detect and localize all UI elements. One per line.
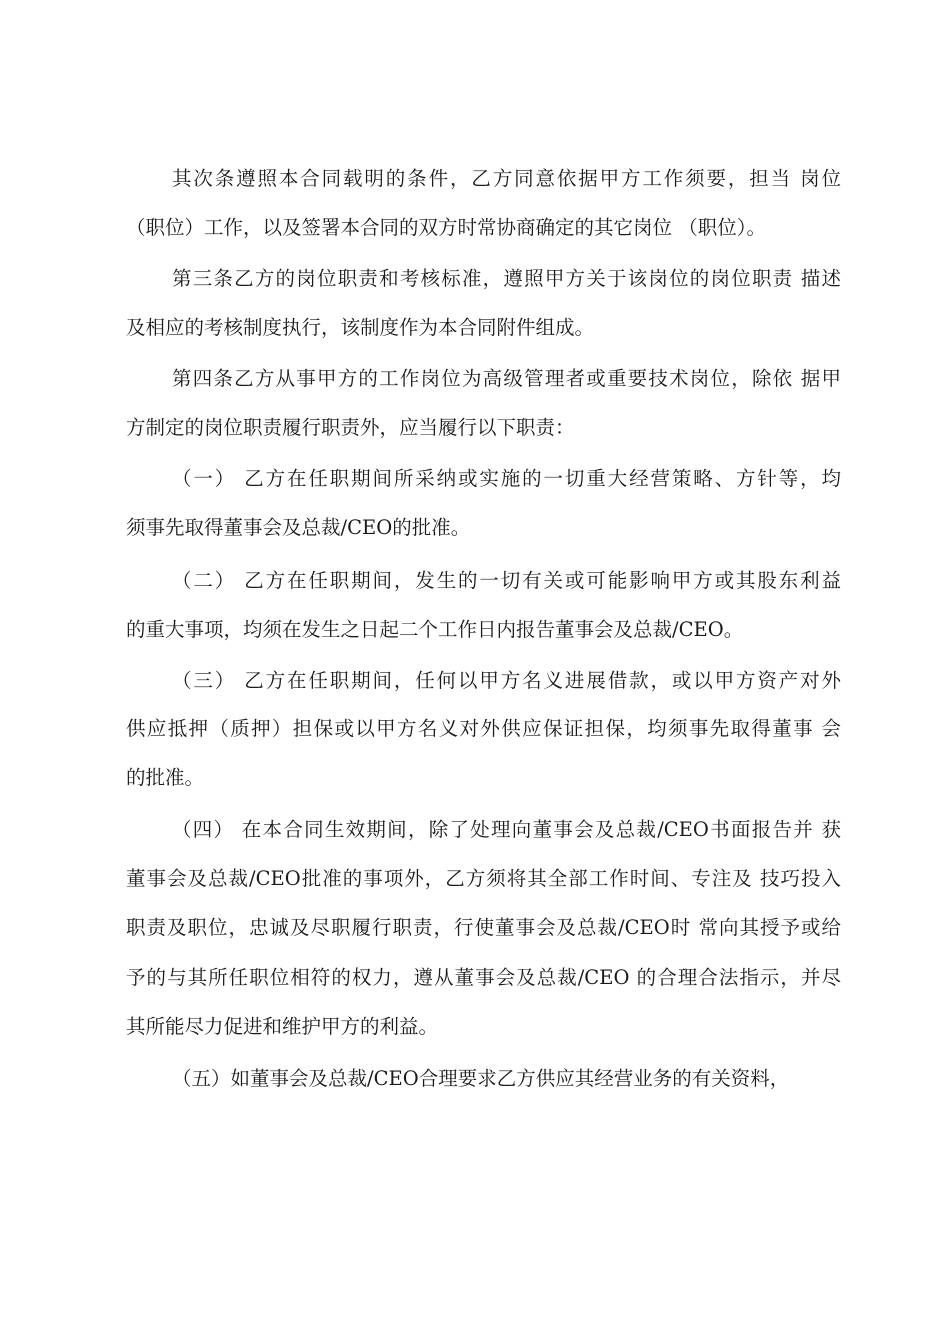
paragraph-line: 的批准。 xyxy=(126,766,205,789)
paragraph-line: （三） 乙方在任职期间，任何以甲方名义进展借款，或以甲方资产对外 xyxy=(172,669,841,692)
paragraph-line: 第三条乙方的岗位职责和考核标准，遵照甲方关于该岗位的岗位职责 描述 xyxy=(172,267,841,290)
paragraph-line: 予的与其所任职位相符的权力，遵从董事会及总裁/CEO 的合理合法指示，并尽 xyxy=(126,966,841,989)
paragraph-line: 方制定的岗位职责履行职责外，应当履行以下职责： xyxy=(126,416,575,439)
paragraph-line: 须事先取得董事会及总裁/CEO的批准。 xyxy=(126,516,471,539)
paragraph-line: （四） 在本合同生效期间，除了处理向董事会及总裁/CEO书面报告并 获 xyxy=(172,818,841,841)
paragraph-line: （职位）工作，以及签署本合同的双方时常协商确定的其它岗位 （职位）。 xyxy=(126,216,766,239)
paragraph-line: 董事会及总裁/CEO批准的事项外，乙方须将其全部工作时间、专注及 技巧投入 xyxy=(126,867,841,890)
paragraph-line: 其次条遵照本合同载明的条件，乙方同意依据甲方工作须要，担当 岗位 xyxy=(172,167,841,190)
paragraph-line: （二） 乙方在任职期间，发生的一切有关或可能影响甲方或其股东利益 xyxy=(172,569,841,592)
paragraph-line: 第四条乙方从事甲方的工作岗位为高级管理者或重要技术岗位，除依 据甲 xyxy=(172,367,841,390)
paragraph-line: （五）如董事会及总裁/CEO合理要求乙方供应其经营业务的有关资料， xyxy=(172,1067,790,1090)
paragraph-line: 及相应的考核制度执行，该制度作为本合同附件组成。 xyxy=(126,316,595,339)
paragraph-line: 职责及职位，忠诚及尽职履行职责，行使董事会及总裁/CEO时 常向其授予或给 xyxy=(126,916,841,939)
paragraph-line: 其所能尽力促进和维护甲方的利益。 xyxy=(126,1015,439,1038)
paragraph-line: 供应抵押（质押）担保或以甲方名义对外供应保证担保，均须事先取得董事 会 xyxy=(126,717,841,740)
paragraph-line: 的重大事项，均须在发生之日起二个工作日内报告董事会及总裁/CEO。 xyxy=(126,618,744,641)
paragraph-line: （一） 乙方在任职期间所采纳或实施的一切重大经营策略、方针等，均 xyxy=(172,467,841,490)
